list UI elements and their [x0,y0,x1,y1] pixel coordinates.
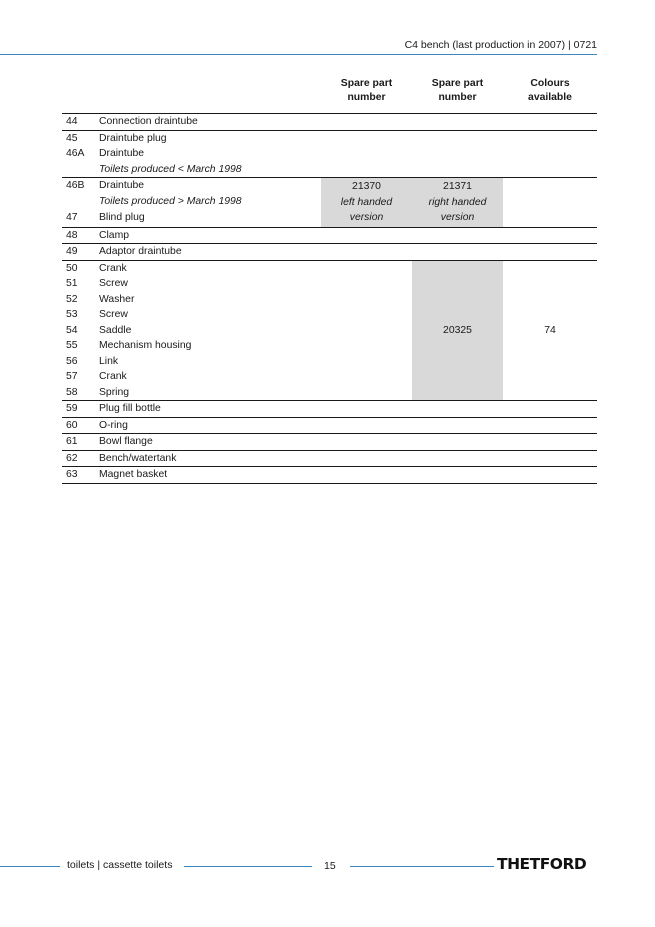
parts-group [62,450,597,467]
part-description-cell: Connection draintube [99,116,198,127]
part-description-cell: Plug fill bottle [99,403,161,414]
spare-part-1-cell [321,450,412,467]
colours-cell [503,244,597,261]
table-row [62,130,597,146]
spare-part-2-cell [412,227,503,244]
table-row [62,434,597,451]
parts-group [62,401,597,418]
parts-group [62,178,597,228]
column-header-spare-part-1: Spare part number [340,78,393,103]
parts-group [62,434,597,451]
table-row [62,260,597,276]
parts-group [62,244,597,261]
spare-part-2-cell: 21371 right handed version [412,178,503,228]
colours-cell [503,434,597,451]
header-rule [0,54,597,55]
part-description-cell: Toilets produced > March 1998 [99,196,242,208]
spare-part-1-cell [321,401,412,418]
part-description-cell: Bench/watertank [99,452,177,464]
part-number-cell: 49 [66,246,78,257]
part-description-cell: Crank [99,371,127,382]
spare-part-1-cell [321,227,412,244]
spare-part-2-cell [412,434,503,451]
parts-group [62,260,597,401]
part-description-cell: O-ring [99,419,128,431]
table-header-row [62,74,597,114]
part-number-cell: 56 [66,355,78,367]
colours-cell [503,178,597,228]
table-row [62,227,597,244]
part-description-cell: Screw [99,278,128,289]
footer-rule-middle [184,866,312,867]
colours-cell [503,227,597,244]
table-row [62,114,597,131]
part-number-cell: 46A [66,148,85,159]
part-description-cell: Mechanism housing [99,340,192,351]
spare-part-1-cell [321,244,412,261]
colours-cell [503,130,597,178]
part-number-cell: 50 [66,262,78,274]
table-row [62,417,597,434]
table-row [62,178,597,195]
spare-part-2-cell [412,244,503,261]
spare-part-2-cell [412,114,503,131]
part-description-cell: Blind plug [99,212,145,224]
part-number-cell: 51 [66,278,78,289]
table-row [62,401,597,418]
part-description-cell: Magnet basket [99,469,168,480]
part-description-cell: Draintube [99,148,145,159]
part-description-cell: Draintube [99,180,145,191]
part-description-cell: Toilets produced < March 1998 [99,163,242,175]
part-description-cell: Spring [99,386,130,398]
table-row [62,244,597,261]
part-number-cell: 63 [66,469,78,480]
spare-part-1-cell [321,417,412,434]
part-number-cell: 45 [66,132,78,144]
parts-group [62,130,597,178]
part-number-cell: 57 [66,371,78,382]
table-row [62,450,597,467]
spare-part-1-cell [321,467,412,484]
spare-part-2-cell [412,401,503,418]
spare-part-2-cell [412,130,503,178]
part-description-cell: Link [99,355,119,367]
colours-cell [503,467,597,484]
footer-rule-left [0,866,60,867]
part-number-cell: 48 [66,229,78,241]
part-number-cell: 58 [66,386,78,398]
header-blank [62,74,95,114]
spare-part-1-cell: 21370 left handed version [321,178,412,228]
part-number-cell: 55 [66,340,78,351]
spare-part-1-cell [321,260,412,401]
part-number-cell: 52 [66,293,78,305]
part-number-cell: 61 [66,436,78,447]
column-header-spare-part-2: Spare part number [431,78,484,103]
colours-cell [503,114,597,131]
colours-cell [503,417,597,434]
spare-parts-table [62,74,597,484]
header-title: C4 bench (last production in 2007) | 0721 [404,39,597,51]
table-row [62,467,597,484]
part-number-cell: 59 [66,403,78,414]
colours-cell: 74 [544,324,556,336]
column-header-colours: Colours available [528,78,572,103]
part-number-cell [62,194,95,210]
thetford-logo: THETFORD [497,855,587,873]
part-number-cell: 53 [66,309,78,320]
spare-part-2-cell: 20325 [412,260,503,401]
part-description-cell: Washer [99,293,135,305]
part-description-cell: Screw [99,309,128,320]
spare-part-1-cell [321,434,412,451]
parts-group [62,467,597,484]
part-number-cell: 46B [66,180,85,191]
part-description-cell: Clamp [99,229,130,241]
colours-cell [503,450,597,467]
part-description-cell: Draintube plug [99,132,167,144]
part-number-cell [62,162,95,178]
parts-group [62,417,597,434]
part-description-cell: Crank [99,262,127,274]
spare-part-2-cell [412,450,503,467]
part-description-cell: Saddle [99,324,132,336]
parts-group [62,227,597,244]
part-description-cell: Bowl flange [99,436,153,447]
parts-group [62,114,597,131]
footer-rule-right [350,866,494,867]
footer-section: toilets | cassette toilets [67,859,173,871]
part-number-cell: 62 [66,452,78,464]
page-number: 15 [324,860,336,872]
spare-part-2-cell [412,417,503,434]
header-blank [95,74,321,114]
spare-part-1-cell [321,114,412,131]
part-number-cell: 44 [66,116,78,127]
part-number-cell: 54 [66,324,78,336]
part-description-cell: Adaptor draintube [99,246,182,257]
spare-part-1-cell [321,130,412,178]
spare-part-2-cell [412,467,503,484]
colours-cell [503,401,597,418]
part-number-cell: 60 [66,419,78,431]
part-number-cell: 47 [66,212,78,224]
